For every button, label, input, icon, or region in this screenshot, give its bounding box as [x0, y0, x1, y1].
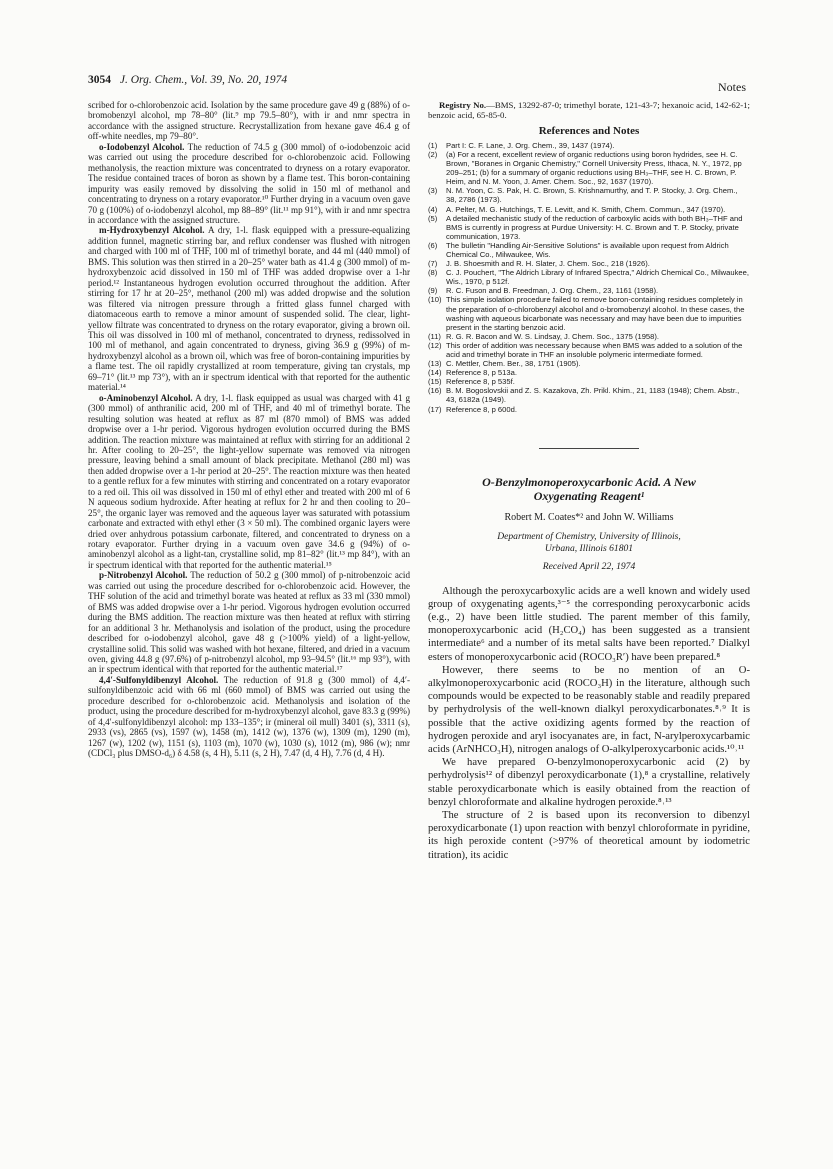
reference-item [428, 286, 750, 295]
reference-item [428, 205, 750, 214]
reference-number: (11) [428, 331, 441, 341]
article-title [428, 475, 750, 503]
paragraph: scribed for o-chlorobenzoic acid. Isolation by the same procedure gave 49 g (88%) of o-bromobenzyl alcohol, mp 78–80° (lit.⁹ mp 79.5–80°), with ir and nmr spectra in accordance with the assigned structure. Recrystallization from hexane gave 46.4 g of off-white needles, mp 79–80°. [88, 100, 410, 142]
paragraph [88, 142, 410, 226]
compound-heading: o-Aminobenzyl Alcohol. [99, 392, 193, 403]
journal-citation: J. Org. Chem., Vol. 39, No. 20, 1974 [119, 74, 288, 86]
reference-item [428, 386, 750, 404]
page-number: 3054 [88, 74, 111, 86]
reference-item [428, 141, 750, 150]
reference-number: (2) [428, 149, 438, 159]
registry-label: Registry No. [439, 100, 487, 110]
paragraph: We have prepared O-benzylmonoperoxycarbonic acid (2) by perhydrolysis¹² of dibenzyl peroxydicarbonate (1),⁸ a crystalline, relatively stable peroxydicarbonate which is easily obtained from the reaction of benzyl chloroformate and alkaline hydrogen peroxide.⁸˒¹³ [428, 757, 750, 808]
references-list [428, 141, 750, 414]
paragraph [88, 570, 410, 675]
left-column [88, 100, 410, 759]
reference-number: (9) [428, 286, 438, 296]
reference-text: C. Mettler, Chem. Ber., 38, 1751 (1905). [446, 359, 581, 369]
paragraph: However, there seems to be no mention of an O-alkylmonoperoxycarbonic acid (ROCO₃H) in the literature, although such compounds would be expected to be reasonably stable and readily prepared by perhydrolysis of the well-known dialkyl peroxydicarbonates.⁸˒⁹ It is possible that the active oxidizing agents formed by the reaction of hydrogen peroxide and aryl isocyanates are, in fact, N-arylperoxycarbamic acids (ArNHCO₃H), nitrogen analogs of O-alkylperoxycarbonic acids.¹⁰˒¹¹ [428, 664, 750, 756]
reference-number: (15) [428, 377, 442, 387]
reference-text: The bulletin "Handling Air-Sensitive Solutions" is available upon request from Aldrich Chemical Co., Milwaukee, Wis. [446, 240, 729, 259]
reference-item [428, 150, 750, 186]
reference-text: J. B. Shoesmith and R. H. Slater, J. Chem. Soc., 218 (1926). [446, 259, 650, 269]
reference-text: This simple isolation procedure failed to remove boron-containing residues completely in the preparation of o-chlorobenzyl alcohol and o-bromobenzyl alcohol. In these cases, the washing with aqueous bicarbonate was necessary and may have been due to impurities present in the starting benzoic acid. [446, 295, 745, 332]
reference-text: Reference 8, p 600d. [446, 404, 517, 414]
reference-number: (14) [428, 368, 442, 378]
paragraph-body: The reduction of 50.2 g (300 mmol) of p-nitrobenzoic acid was carried out using the procedure described for o-chlorobenzoic acid. However, the THF solution of the acid and trimethyl borate was heated at reflux as 33 ml (330 mmol) of BMS was added dropwise over a 1-hr period. Vigorous hydrogen evolution occurred during the BMS addition. The reaction mixture was then heated at reflux with stirring for an additional 3 hr. Methanolysis and isolation of the product, using the procedure described for o-iodobenzyl alcohol, gave 48 g (>100% yield) of a light-yellow, crystalline solid. This solid was washed with hot hexane, filtered, and dried in a vacuum oven, giving 44.8 g (97.6%) of p-nitrobenzyl alcohol, mp 93–94.5° (lit.¹⁶ mp 93°), with an ir spectrum identical with that reported for the authentic material.¹⁷ [88, 570, 410, 675]
reference-number: (12) [428, 340, 442, 350]
reference-text: Reference 8, p 535f. [446, 377, 515, 387]
reference-text: This order of addition was necessary because when BMS was added to a solution of the acid and trimethyl borate in THF an insoluble polymeric intermediate formed. [446, 340, 743, 360]
reference-number: (3) [428, 186, 438, 196]
reference-number: (8) [428, 268, 438, 278]
reference-item [428, 359, 750, 368]
paragraph-body: The reduction of 74.5 g (300 mmol) of o-iodobenzoic acid was carried out using the procedure described for o-chlorobenzoic acid. Following methanolysis, the reaction mixture was concentrated to dryness on a rotary evaporator. The residue contained traces of boron as shown by a flame test. This boron-containing impurity was easily removed by dissolving the solid in 150 ml of methanol and concentrating to dryness on a rotary evaporator.¹⁰ Further drying in a vacuum oven gave 70 g (100%) of o-iodobenzyl alcohol, mp 88–89° (lit.¹¹ mp 91°), with ir and nmr spectra in accordance with the assigned structure. [88, 141, 410, 225]
paragraph [88, 675, 410, 759]
right-column [428, 100, 750, 862]
compound-heading: m-Hydroxybenzyl Alcohol. [99, 225, 205, 236]
reference-text: B. M. Bogoslovskii and Z. S. Kazakova, Zh. Prikl. Khim., 21, 1183 (1948); Chem. Abstr., 43, 6182a (1949). [446, 386, 740, 405]
paragraph-body: A dry, 1-l. flask equipped as usual was charged with 41 g (300 mmol) of anthranilic acid, 200 ml of THF, and 40 ml of trimethyl borate. The resulting solution was heated at reflux as 87 ml (870 mmol) of BMS was added dropwise over a 1-hr period. Vigorous hydrogen evolution occurred during the BMS addition. The reaction mixture was maintained at reflux with stirring for an additional 2 hr. After cooling to 20–25°, the light-yellow supernate was removed via nitrogen pressure, leaving behind a small amount of black precipitate. Methanol (280 ml) was then added dropwise over a 1-hr period at 20–25°. The reaction mixture was then heated to a gentle reflux for a few minutes with stirring and concentrated on a rotary evaporator to a red oil. This oil was dissolved in 150 ml of ethyl ether and treated with 200 ml of 6 N aqueous sodium hydroxide. After heating at reflux for 2 hr and then cooling to 20–25°, the organic layer was removed and the aqueous layer was saturated with potassium carbonate and extracted with ethyl ether (3 × 50 ml). The combined organic layers were dried over anhydrous potassium carbonate, filtered, and concentrated to dryness on a rotary evaporator. Further drying in a vacuum oven gave 34.6 g (94%) of o-aminobenzyl alcohol as a light-tan, crystalline solid, mp 81–82° (lit.¹³ mp 84°), with an ir spectrum identical with that reported for the authentic material.¹⁵ [88, 392, 410, 570]
reference-number: (4) [428, 204, 438, 214]
paragraph [88, 225, 410, 392]
section-divider [539, 448, 639, 449]
paragraph-body: The reduction of 91.8 g (300 mmol) of 4,4′-sulfonyldibenzoic acid with 66 ml (660 mmol) of BMS was carried out using the procedure described for o-chlorobenzoic acid. Methanolysis and isolation of the product, using the procedure described for m-hydroxybenzyl alcohol, gave 83.3 g (99%) of 4,4′-sulfonyldibenzyl alcohol: mp 133–135°; ir (mineral oil mull) 3401 (s), 3311 (s), 2933 (vs), 2865 (vs), 1597 (w), 1458 (m), 1412 (w), 1376 (w), 1309 (m), 1290 (m), 1267 (w), 1202 (w), 1151 (s), 1103 (m), 1070 (w), 1030 (s), 1012 (m), 986 (w); nmr (CDCl₃ plus DMSO-d₆) δ 4.58 (s, 4 H), 5.11 (s, 2 H), 7.47 (d, 4 H), 7.76 (d, 4 H). [88, 674, 410, 759]
compound-heading: p-Nitrobenzyl Alcohol. [99, 570, 188, 581]
paragraph: The structure of 2 is based upon its reconversion to dibenzyl peroxydicarbonate (1) upon reaction with benzyl chloroformate in pyridine, its high peroxide content (>97% of theoretical amount by iodometric titration), its acidic [428, 810, 750, 861]
reference-item [428, 295, 750, 331]
reference-number: (5) [428, 213, 438, 223]
reference-number: (7) [428, 259, 438, 269]
reference-item [428, 241, 750, 259]
affiliation-line: Department of Chemistry, University of Illinois, [497, 531, 681, 543]
reference-number: (1) [428, 140, 438, 150]
reference-item [428, 368, 750, 377]
reference-item [428, 186, 750, 204]
registry-numbers [428, 100, 750, 120]
reference-text: A detailed mechanistic study of the reduction of carboxylic acids with both BH₃–THF and BMS is currently in progress at Purdue University: H. C. Brown and T. P. Stocky, private communication, 1973. [446, 213, 743, 241]
authors: Robert M. Coates*² and John W. Williams [504, 511, 674, 523]
reference-text: C. J. Pouchert, "The Aldrich Library of Infrared Spectra," Aldrich Chemical Co., Milwaukee, Wis., 1970, p 512f. [446, 268, 749, 287]
paragraph [88, 393, 410, 571]
reference-item [428, 214, 750, 241]
paragraph-body: A dry, 1-l. flask equipped with a pressure-equalizing addition funnel, magnetic stirring bar, and reflux condenser was flushed with nitrogen and charged with 100 ml of THF, 100 ml of trimethyl borate, and 44 ml (440 mmol) of BMS. This solution was then stirred in a 20–25° water bath as 41.4 g (300 mmol) of m-hydroxybenzoic acid dissolved in 150 ml of THF was added dropwise over a 1-hr period.¹² Instantaneous hydrogen evolution occurred throughout the addition. After stirring for 17 hr at 20–25°, methanol (200 ml) was added dropwise and the solution was filtered via nitrogen pressure through a fritted glass funnel charged with diatomaceous earth to remove a minor amount of suspended solid. The clear, light-yellow filtrate was concentrated to dryness on the rotary evaporator, giving a brown oil. This oil was dissolved in 100 ml of methanol, concentrated to dryness, redissolved in 100 ml of methanol, and again concentrated to dryness, giving 36.9 g (99%) of m-hydroxybenzyl alcohol as a brown oil, which was free of boron-containing impurities by a flame test. The oil rapidly crystallized at room temperature, giving tan crystals, mp 69–71° (lit.¹³ mp 73°), with an ir spectrum identical with that reported for the authentic material.¹⁴ [88, 225, 410, 393]
received-date: Received April 22, 1974 [542, 561, 636, 573]
paragraph: Although the peroxycarboxylic acids are a well known and widely used group of oxygenating agents,³⁻⁵ the corresponding peroxycarbonic acids (e.g., 2) have been little studied. The parent member of this family, monoperoxycarbonic acid (H₂CO₄) has been suggested as a transient intermediate⁶ and a number of its metal salts have been reported.⁷ Dialkyl esters of monoperoxycarbonic acid (ROCO₃R′) have been prepared.⁸ [428, 585, 750, 663]
reference-number: (17) [428, 404, 442, 414]
article-body [428, 585, 750, 862]
registry-text: —BMS, 13292-87-0; trimethyl borate, 121-43-7; hexanoic acid, 142-62-1; benzoic acid, 65-85-0. [428, 100, 750, 121]
reference-text: N. M. Yoon, C. S. Pak, H. C. Brown, S. Krishnamurthy, and T. P. Stocky, J. Org. Chem., 38, 2786 (1973). [446, 186, 738, 205]
reference-item [428, 259, 750, 268]
reference-number: (6) [428, 240, 438, 250]
reference-item [428, 405, 750, 414]
reference-item [428, 268, 750, 286]
affiliation [428, 531, 750, 554]
reference-number: (13) [428, 359, 442, 369]
reference-text: R. C. Fuson and B. Freedman, J. Org. Chem., 23, 1161 (1958). [446, 286, 659, 296]
reference-text: A. Pelter, M. G. Hutchings, T. E. Levitt, and K. Smith, Chem. Commun., 347 (1970). [446, 204, 726, 214]
reference-item [428, 377, 750, 386]
compound-heading: o-Iodobenzyl Alcohol. [99, 141, 185, 152]
reference-number: (10) [428, 295, 442, 305]
reference-item [428, 332, 750, 341]
article-title-line: Oxygenating Reagent¹ [533, 488, 645, 503]
compound-heading: 4,4′-Sulfonyldibenzyl Alcohol. [99, 674, 219, 685]
article-title-line: O-Benzylmonoperoxycarbonic Acid. A New [482, 474, 696, 489]
references-heading: References and Notes [538, 125, 640, 138]
reference-number: (16) [428, 386, 442, 396]
reference-text: Part I: C. F. Lane, J. Org. Chem., 39, 1437 (1974). [446, 140, 615, 150]
reference-text: (a) For a recent, excellent review of organic reductions using boron hydrides, see H. C. Brown, "Boranes in Organic Chemistry," Cornell University Press, Ithaca, N. Y., 1972, pp 209–251; (b) for a summary of organic reductions using BH₃–THF, see H. C. Brown, P. Heim, and N. M. Yoon, J. Amer. Chem. Soc., 92, 1637 (1970). [446, 149, 742, 187]
affiliation-line: Urbana, Illinois 61801 [544, 542, 634, 554]
reference-item [428, 341, 750, 359]
reference-text: R. G. R. Bacon and W. S. Lindsay, J. Chem. Soc., 1375 (1958). [446, 331, 660, 341]
section-label: Notes [718, 80, 746, 94]
reference-text: Reference 8, p 513a. [446, 368, 517, 378]
running-header [88, 74, 287, 86]
